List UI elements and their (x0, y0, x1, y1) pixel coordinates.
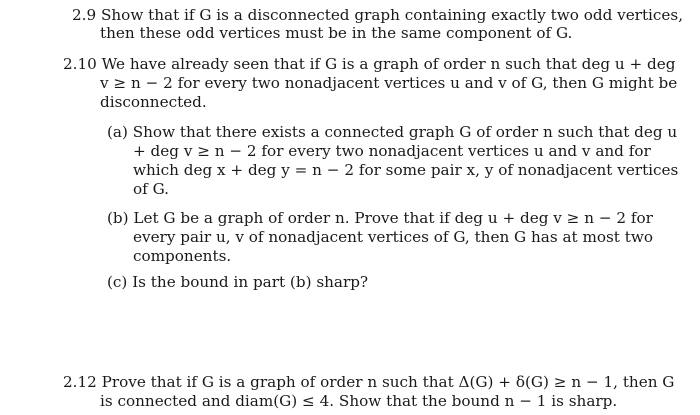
exercise-2-10-line-1: 2.10 We have already seen that if G is a graph of order n such that deg u + deg (63, 55, 676, 73)
part-a-line-2: + deg v ≥ n − 2 for every two nonadjacent vertices u and v and for (133, 142, 651, 160)
part-a-line-1: (a) Show that there exists a connected graph G of order n such that deg u (107, 123, 678, 141)
exercise-2-9-line-2: then these odd vertices must be in the same component of G. (100, 24, 573, 42)
part-b-line-3: components. (133, 247, 232, 265)
exercise-2-9-line-1: 2.9 Show that if G is a disconnected graph containing exactly two odd vertices, (72, 6, 684, 24)
part-a-line-3: which deg x + deg y = n − 2 for some pair x, y of nonadjacent vertices (133, 161, 679, 179)
exercise-2-12-number: 2.12 (63, 373, 97, 391)
exercise-2-10-line-3: disconnected. (100, 93, 207, 111)
exercise-2-12-line-2: is connected and diam(G) ≤ 4. Show that the bound n − 1 is sharp. (100, 392, 618, 410)
part-a-label: (a) (107, 123, 128, 141)
exercise-2-9-number: 2.9 (72, 6, 97, 24)
exercise-2-10-number: 2.10 (63, 55, 97, 73)
part-b-line-2: every pair u, v of nonadjacent vertices of G, then G has at most two (133, 228, 653, 246)
part-b-line-1: (b) Let G be a graph of order n. Prove that if deg u + deg v ≥ n − 2 for (107, 209, 653, 227)
exercise-2-12-line-1: 2.12 Prove that if G is a graph of order n such that Δ(G) + δ(G) ≥ n − 1, then G (63, 373, 675, 391)
part-c-line-1: (c) Is the bound in part (b) sharp? (107, 273, 369, 291)
part-b-label: (b) (107, 209, 129, 227)
part-a-line-4: of G. (133, 180, 170, 198)
part-c-label: (c) (107, 273, 128, 291)
exercise-2-10-line-2: v ≥ n − 2 for every two nonadjacent vertices u and v of G, then G might be (100, 74, 678, 92)
